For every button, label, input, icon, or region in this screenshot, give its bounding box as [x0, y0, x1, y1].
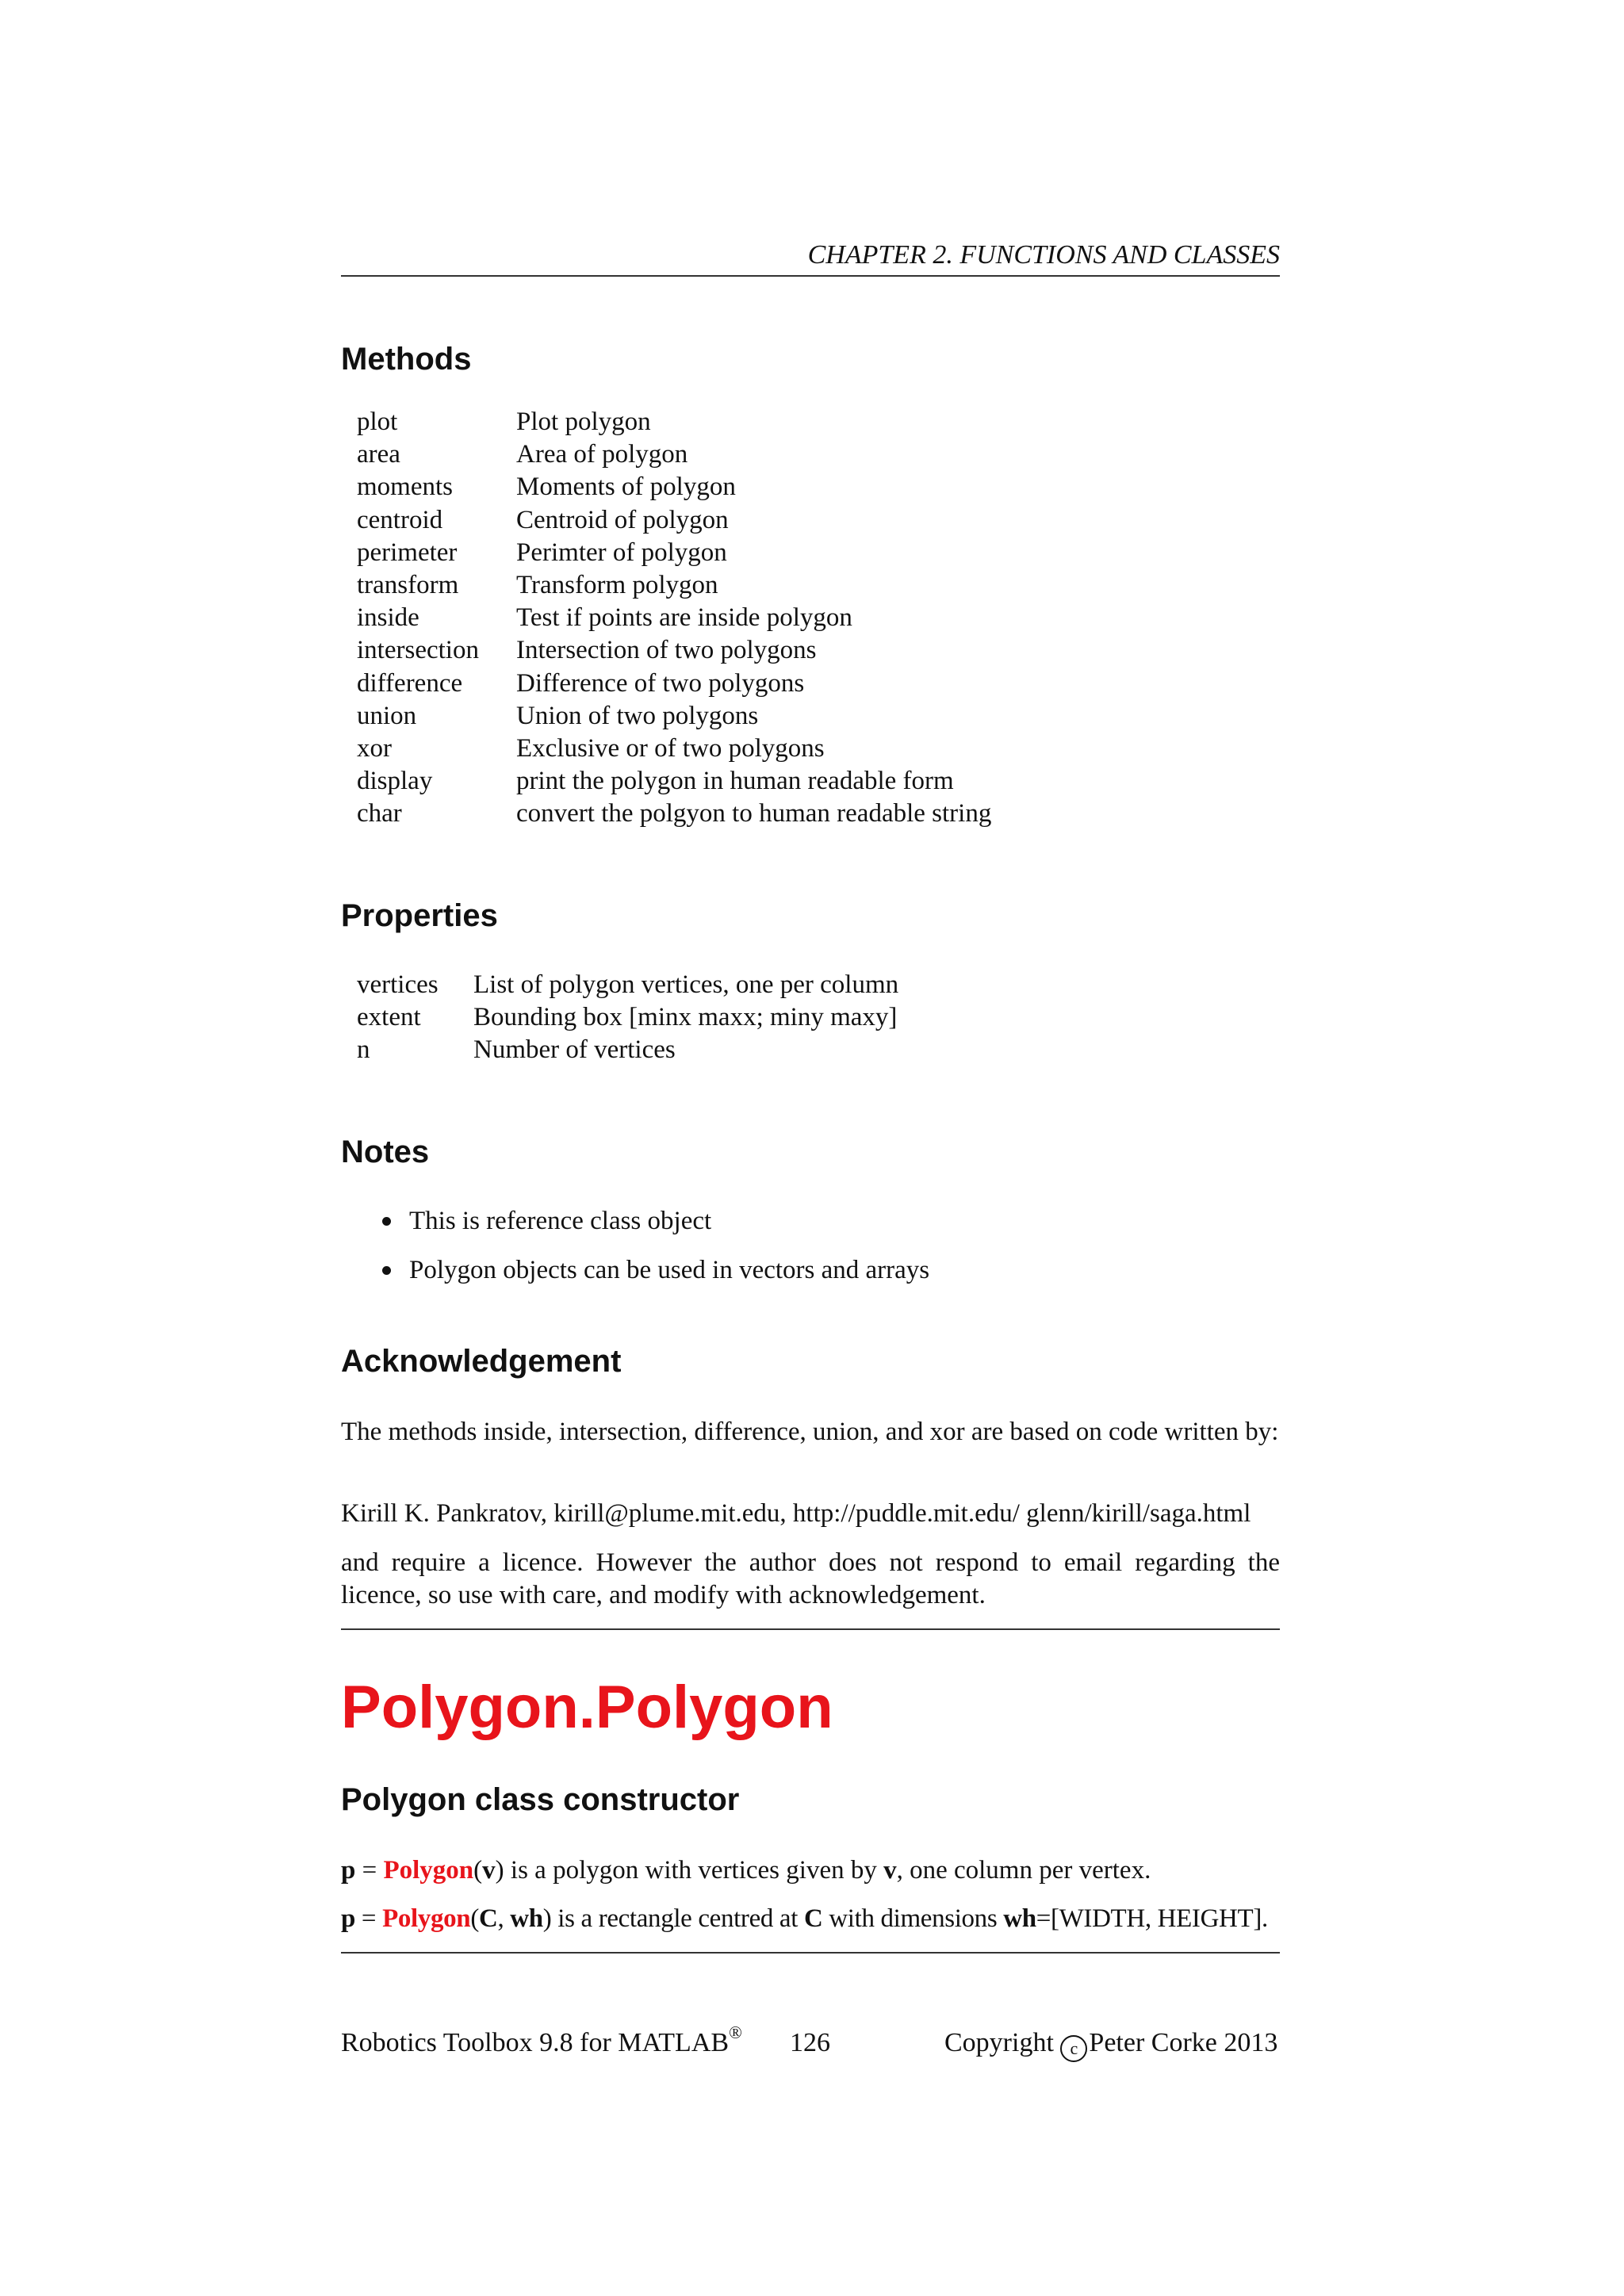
property-row-n	[357, 1034, 898, 1066]
method-desc: Test if points are inside polygon	[516, 603, 852, 633]
acknowledgement-paragraph-2: Kirill K. Pankratov, kirill@plume.mit.edu, http://puddle.mit.edu/ glenn/kirill/saga.html	[341, 1499, 1251, 1528]
usage-paren: (	[473, 1856, 483, 1885]
method-name: centroid	[357, 505, 443, 534]
method-name: moments	[357, 473, 453, 502]
list-item	[382, 1205, 929, 1237]
methods-heading: Methods	[341, 342, 472, 377]
property-desc: Number of vertices	[473, 1035, 676, 1065]
method-name: difference	[357, 668, 463, 698]
method-name: union	[357, 701, 417, 730]
method-name: inside	[357, 603, 419, 633]
method-row-char	[357, 798, 991, 830]
method-desc: Area of polygon	[516, 440, 688, 469]
method-row-area	[357, 438, 991, 471]
property-row-extent	[357, 1001, 898, 1034]
usage-text: with dimensions	[822, 1904, 1004, 1933]
usage-line-1	[341, 1854, 1151, 1886]
usage-arg: C	[478, 1904, 498, 1933]
method-name: plot	[357, 408, 398, 436]
entry-bottom-rule	[341, 1952, 1280, 1954]
method-row-centroid	[357, 504, 991, 537]
method-desc: Moments of polygon	[516, 473, 736, 502]
method-name: intersection	[357, 636, 479, 665]
page-number: 126	[790, 2028, 830, 2057]
method-desc: convert the polgyon to human readable string	[516, 799, 992, 828]
property-name: n	[357, 1035, 370, 1065]
method-row-transform	[357, 569, 991, 602]
usage-sep: ,	[497, 1904, 511, 1933]
method-row-union	[357, 700, 991, 733]
notes-list	[382, 1205, 929, 1286]
method-desc: print the polygon in human readable form	[516, 767, 954, 796]
bullet-icon	[382, 1217, 391, 1226]
usage-text: , one column per vertex.	[896, 1856, 1151, 1885]
registered-mark: ®	[729, 2022, 742, 2042]
footer-copyright	[944, 2027, 1277, 2062]
usage-text: is a rectangle centred at	[551, 1904, 804, 1933]
copyright-icon: c	[1060, 2035, 1087, 2062]
usage-output: p	[341, 1856, 356, 1885]
usage-ref: v	[883, 1856, 897, 1885]
method-desc: Difference of two polygons	[516, 668, 805, 698]
method-desc: Exclusive or of two polygons	[516, 734, 825, 763]
method-row-perimeter	[357, 537, 991, 569]
method-row-moments	[357, 471, 991, 503]
running-head: CHAPTER 2. FUNCTIONS AND CLASSES	[807, 240, 1280, 270]
entry-subtitle: Polygon class constructor	[341, 1782, 740, 1817]
notes-heading: Notes	[341, 1135, 430, 1169]
usage-output: p	[341, 1904, 356, 1933]
method-desc: Intersection of two polygons	[516, 636, 817, 665]
bullet-icon	[382, 1266, 391, 1275]
function-link[interactable]: Polygon	[382, 1904, 471, 1933]
method-name: display	[357, 767, 433, 796]
method-name: perimeter	[357, 538, 458, 567]
note-text: Polygon objects can be used in vectors and arrays	[409, 1256, 930, 1284]
method-row-plot	[357, 406, 991, 438]
copyright-holder: Peter Corke 2013	[1089, 2028, 1278, 2057]
property-desc: Bounding box [minx maxx; miny maxy]	[473, 1003, 898, 1032]
property-name: extent	[357, 1003, 421, 1032]
method-name: char	[357, 799, 402, 828]
property-desc: List of polygon vertices, one per column	[473, 970, 899, 999]
footer-book-title: Robotics Toolbox 9.8 for MATLAB	[341, 2028, 730, 2057]
note-text: This is reference class object	[409, 1207, 712, 1235]
usage-paren: )	[542, 1904, 552, 1933]
usage-arg: wh	[510, 1904, 543, 1933]
method-name: transform	[357, 571, 459, 600]
usage-text: =[WIDTH, HEIGHT].	[1036, 1904, 1268, 1933]
method-desc: Plot polygon	[516, 408, 651, 436]
method-name: xor	[357, 734, 392, 763]
property-name: vertices	[357, 970, 439, 999]
section-rule	[341, 1628, 1280, 1630]
acknowledgement-paragraph-3: and require a licence. However the author does not respond to email regarding the licence, so use with care, and modify with acknowledgement.	[341, 1548, 1280, 1609]
method-desc: Centroid of polygon	[516, 505, 729, 534]
usage-ref: C	[803, 1904, 823, 1933]
header-rule	[341, 275, 1280, 277]
method-desc: Transform polygon	[516, 571, 718, 600]
copyright-label: Copyright	[944, 2028, 1061, 2057]
footer-book	[341, 2022, 742, 2061]
function-link[interactable]: Polygon	[383, 1856, 474, 1885]
usage-text: is a polygon with vertices given by	[504, 1856, 884, 1885]
method-row-display	[357, 765, 991, 798]
usage-eq: =	[355, 1856, 384, 1885]
usage-eq: =	[355, 1904, 383, 1933]
acknowledgement-paragraph-1: The methods inside, intersection, difference, union, and xor are based on code written by:	[341, 1418, 1279, 1446]
method-row-difference	[357, 668, 991, 700]
acknowledgement-heading: Acknowledgement	[341, 1344, 622, 1379]
method-row-xor	[357, 733, 991, 765]
method-desc: Perimter of polygon	[516, 538, 727, 567]
methods-list	[357, 406, 991, 831]
method-row-inside	[357, 602, 991, 634]
method-desc: Union of two polygons	[516, 701, 759, 730]
usage-line-2	[341, 1903, 1268, 1934]
usage-paren: )	[495, 1856, 504, 1885]
usage-paren: (	[470, 1904, 479, 1933]
entry-title: Polygon.Polygon	[341, 1674, 833, 1741]
list-item	[382, 1254, 929, 1286]
method-name: area	[357, 440, 400, 469]
method-row-intersection	[357, 634, 991, 667]
properties-heading: Properties	[341, 898, 498, 933]
properties-list	[357, 969, 898, 1067]
usage-ref: wh	[1003, 1904, 1036, 1933]
property-row-vertices	[357, 969, 898, 1001]
usage-arg: v	[482, 1856, 496, 1885]
